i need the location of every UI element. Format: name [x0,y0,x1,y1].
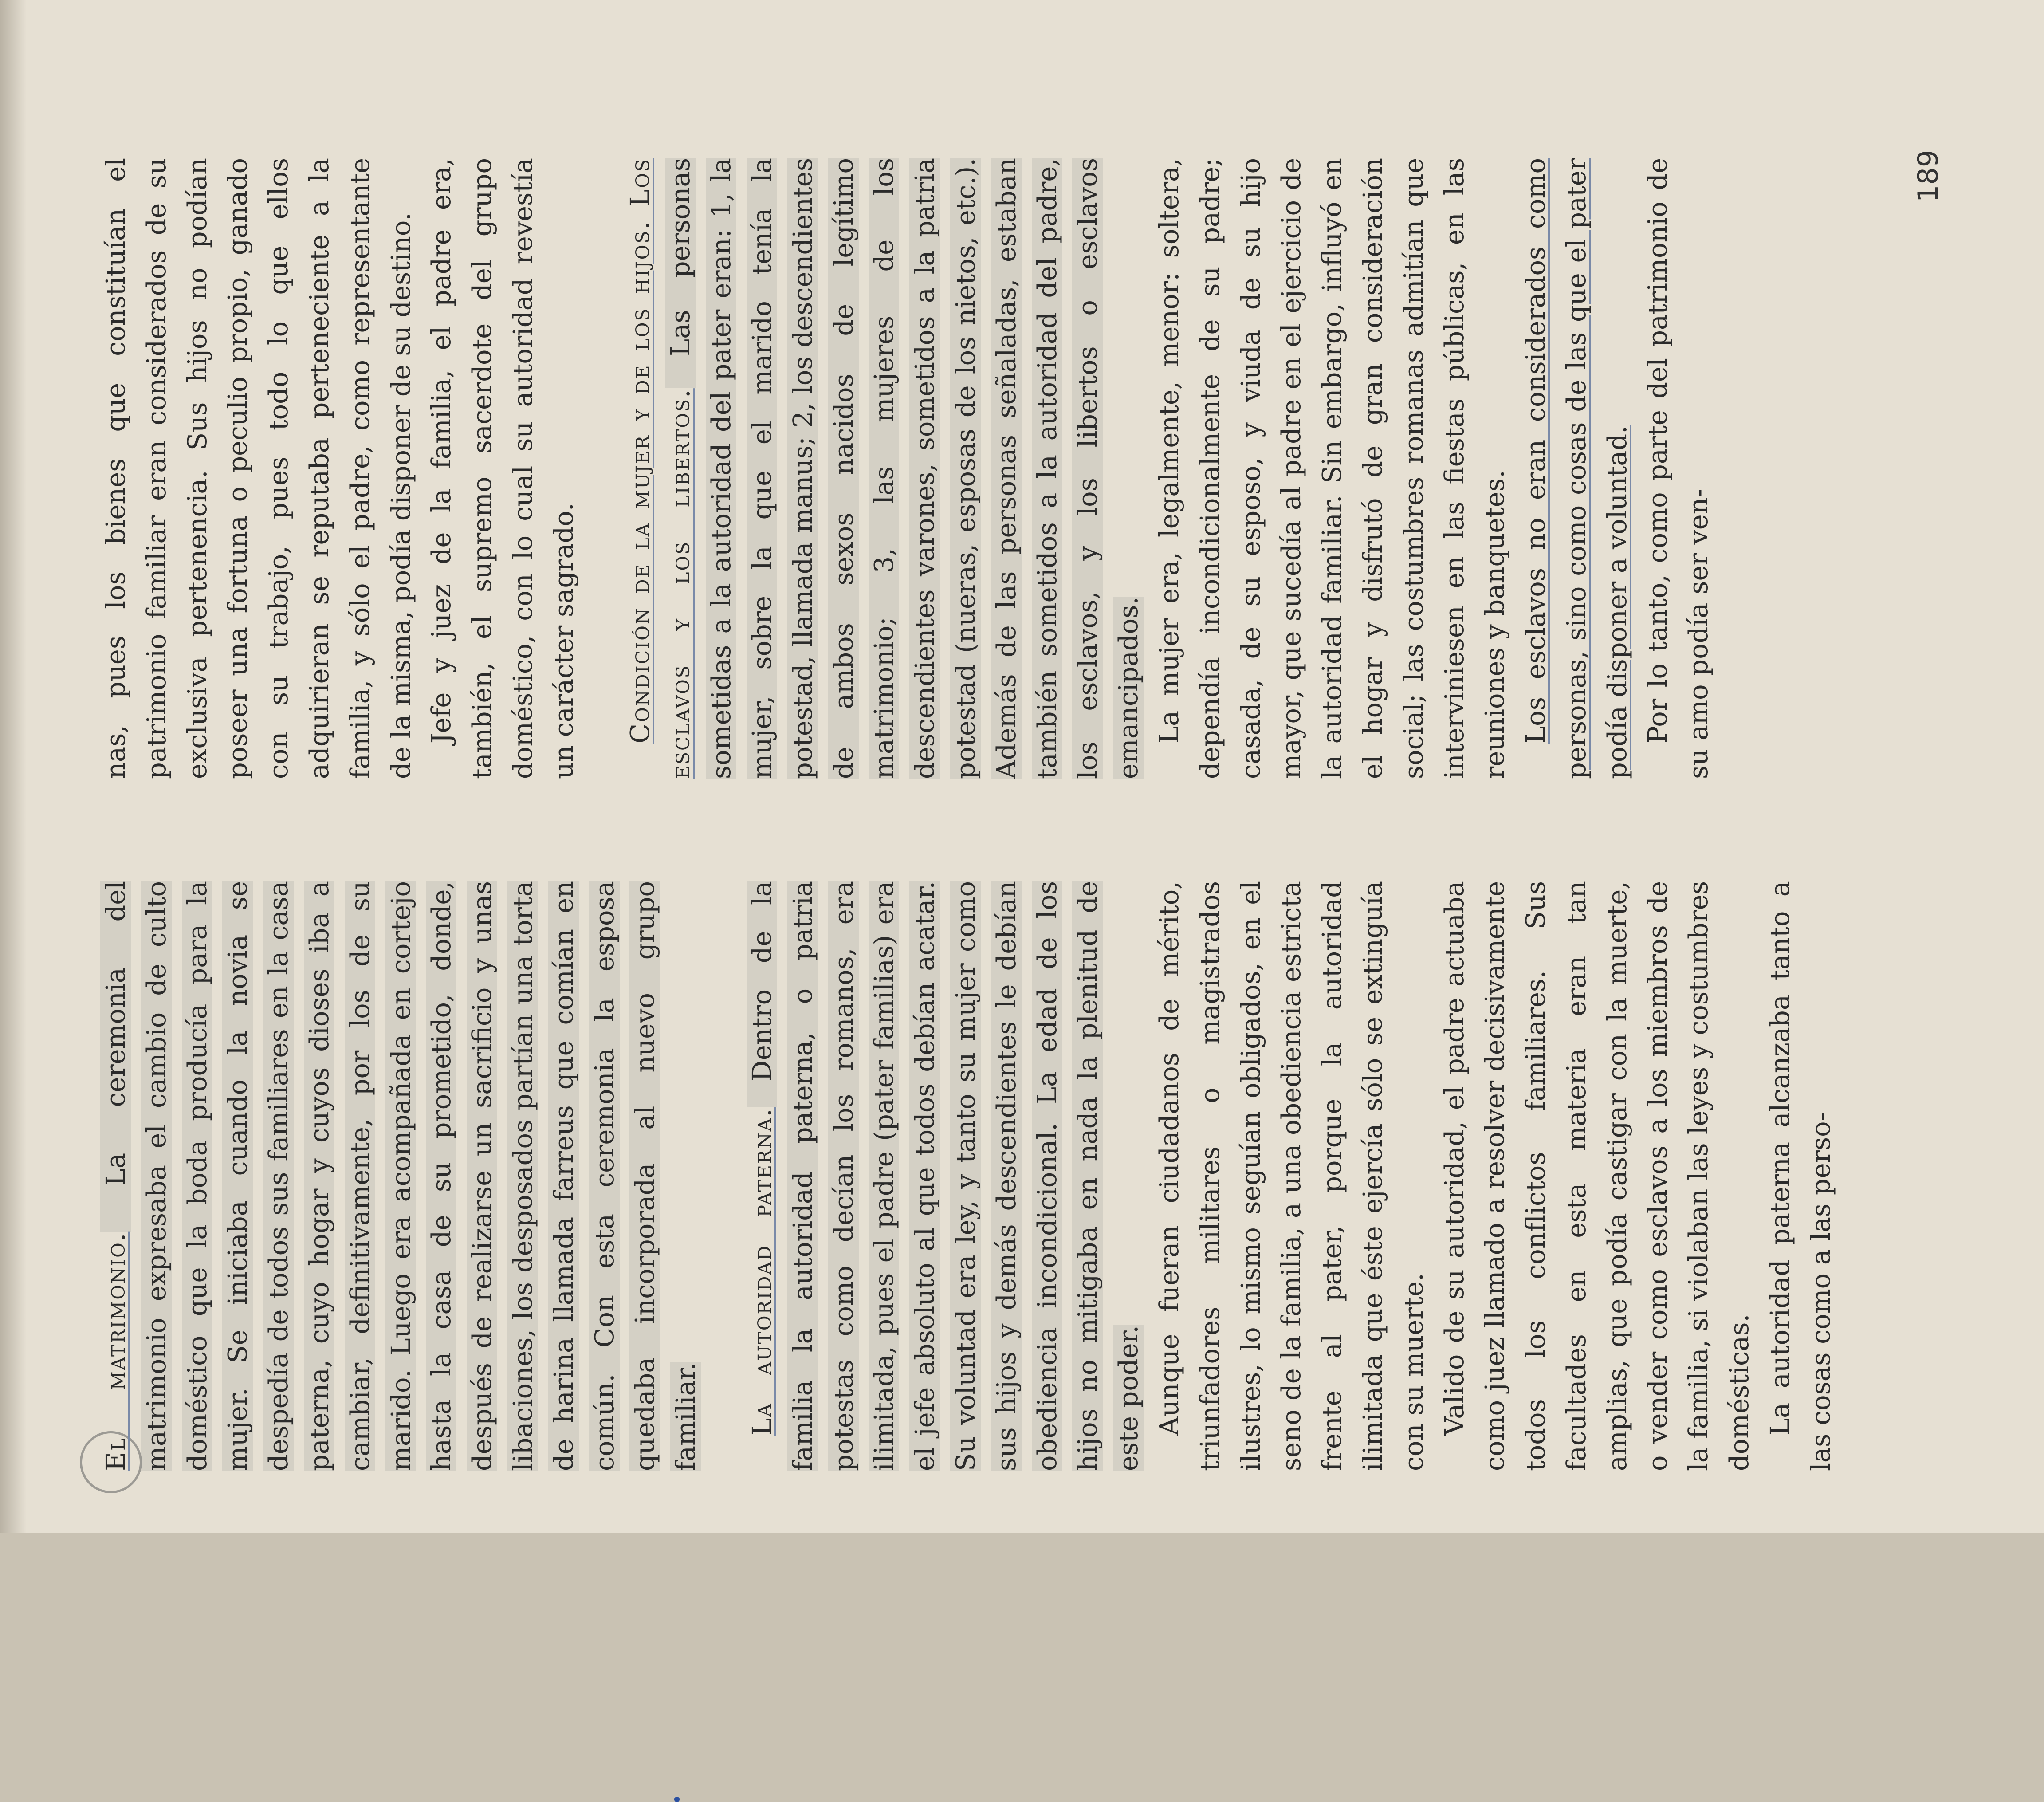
paragraph-text: Aunque fueran ciudadanos de mérito, triunfadores militares o magistrados ilustres, lo mismo seguían obligados, en el seno de la familia, a una obediencia estricta frente al pater, porque la autoridad ilimitada que éste ejercía sólo se extinguía con su muerte. [1153,881,1429,1471]
paragraph-text: La ceremonia del matrimonio expresaba el cambio de culto doméstico que la boda producía para la mujer. Se iniciaba cuando la novia se despedía de todos sus familiares en la casa paterna, cuyo hogar y cuyos dioses iba a cambiar, definitivamente, por los de su marido. Luego era acompañada en cortejo hasta la casa de su prometido, donde, después de realizarse un sacrificio y unas libaciones, los desposados partían una torta de harina llamada farreus que comían en común. Con esta ceremonia la esposa quedaba incorporada al nuevo grupo familiar. [100,881,701,1471]
paragraph-condicion [620,158,1149,779]
paragraph-text: Las personas sometidas a la autoridad del pater eran: 1, la mujer, sobre la que el marido tenía la potestad, llamada manus; 2, los descendientes de ambos sexos nacidos de legítimo matrimonio; 3, las mujeres de los descendientes varones, sometidos a la patria potestad (nueras, esposas de los nietos, etc.). Además de las personas señaladas, estaban también sometidos a la autoridad del padre, los esclavos, y los libertos o esclavos emancipados. [665,158,1144,779]
right-text-column [95,158,1719,779]
paragraph-text: La mujer era, legalmente, menor: soltera, dependía incondicionalmente de su padre; casada, de su esposo, y viuda de su hijo mayor, que sucedía al padre en el ejercicio de la autoridad familiar. Sin embargo, influyó en el hogar y disfrutó de gran consideración social; las costumbres romanas admitían que interviniesen en las fiestas públicas, en las reuniones y banquetes. [1153,158,1510,779]
paragraph-text: La autoridad paterna alcanzaba tanto a las cosas como a las perso- [1764,881,1836,1471]
page-number: 189 [1912,150,1944,202]
section-heading-matrimonio: El matrimonio. [100,1231,131,1471]
section-heading-condicion: Condición de la mujer y de los hijos. Los esclavos y los libertos. [624,158,696,779]
paragraph-text: nas, pues los bienes que constituían el patrimonio familiar eran considerados de su exclusiva pertenencia. Sus hijos no podían poseer una fortuna o peculio propio, ganado con su trabajo, pues todo lo que ellos adquirieran se reputaba perteneciente a la familia, y sólo el padre, como representante de la misma, podía disponer de su destino. [100,158,416,779]
paragraph-matrimonio [95,881,706,1471]
paragraph-text: Por lo tanto, como parte del patrimonio de su amo podía ser ven- [1642,158,1714,779]
paragraph-autoridad [742,881,1149,1471]
paragraph-text: Los esclavos no eran considerados como personas, sino como cosas de las que el pater podía disponer a voluntad. [1520,158,1632,779]
ink-dot-mark [674,1797,680,1802]
section-heading-autoridad: La autoridad paterna. [746,1107,777,1436]
paragraph-text: Jefe y juez de la familia, el padre era, también, el supremo sacerdote del grupo doméstico, con lo cual su autoridad revestía un carácter sagrado. [426,158,579,779]
paragraph-text: Valido de su autoridad, el padre actuaba como juez llamado a resolver decisivamente todos los conflictos familiares. Sus facultades en esta materia eran tan amplias, que podía castigar con la muerte, o vender como esclavos a los miembros de la familia, si violaban las leyes y costumbres domésticas. [1439,881,1755,1471]
paragraph-text: Dentro de la familia la autoridad paterna, o patria potestas como decían los romanos, era ilimitada, pues el padre (pater familias) era el jefe absoluto al que todos debían acatar. Su voluntad era ley, y tanto su mujer como sus hijos y demás descendientes le debían obediencia incondicional. La edad de los hijos no mitigaba en nada la plenitud de este poder. [746,881,1144,1471]
left-text-column [95,881,1841,1471]
